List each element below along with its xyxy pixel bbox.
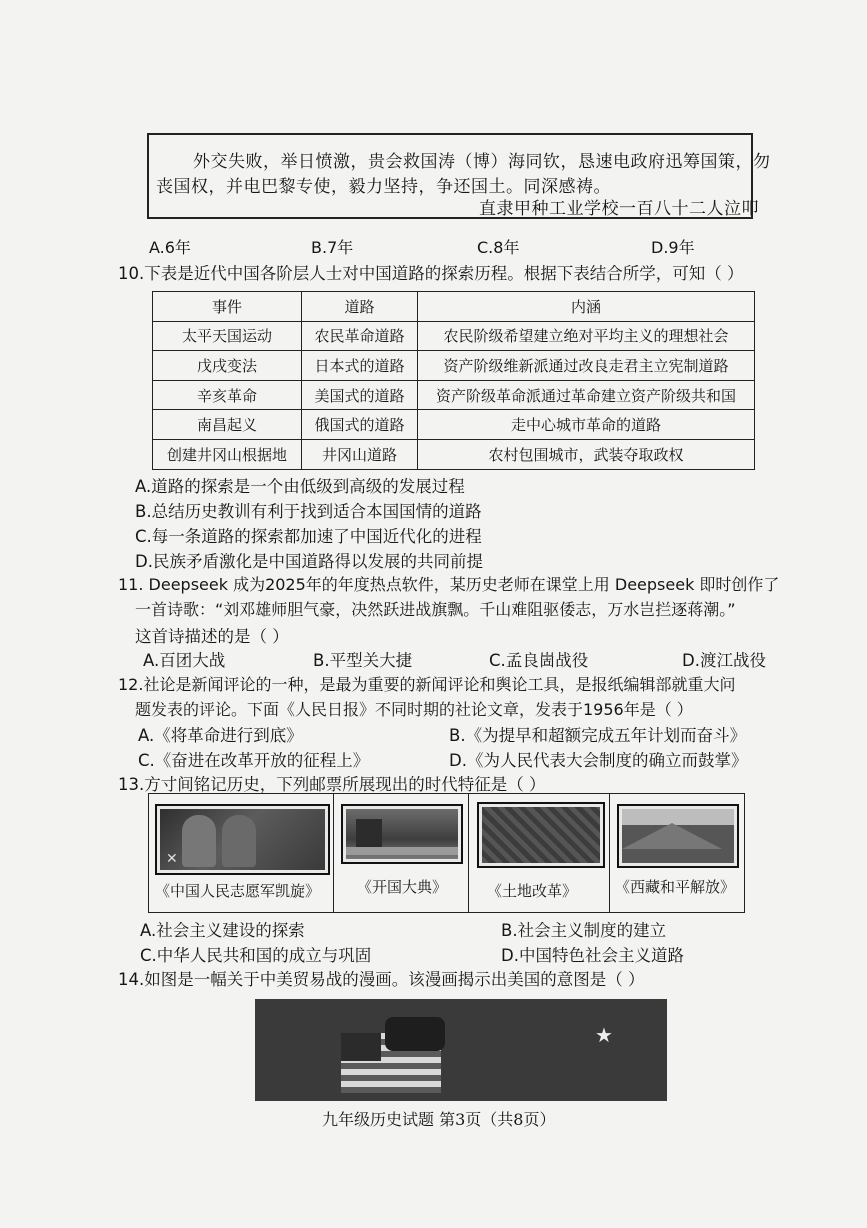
table-cell: 创建井冈山根据地 [153,439,302,469]
trade-war-cartoon-image: ★ [255,999,667,1101]
divider [609,794,610,912]
table-cell: 俄国式的道路 [302,410,418,440]
q13-option-d: D.中国特色社会主义道路 [501,946,684,965]
q10-option-a: A.道路的探索是一个由低级到高级的发展过程 [135,477,465,496]
table-header-row [153,292,755,322]
table-cell: 资产阶级维新派通过改良走君主立宪制道路 [418,351,755,381]
q14-stem: 14.如图是一幅关于中美贸易战的漫画。该漫画揭示出美国的意图是（ ） [118,970,645,989]
divider [333,794,334,912]
table-cell: 农民阶级希望建立绝对平均主义的理想社会 [418,321,755,351]
table-cell: 走中心城市革命的道路 [418,410,755,440]
stamp-tibet-liberation-image [617,804,739,868]
q11-line-2: 一首诗歌：“刘邓雄师胆气豪，决然跃进战旗飘。千山难阻驱倭志，万水岂拦逐蒋潮。” [135,600,736,619]
q11-option-a: A.百团大战 [143,651,226,670]
q9-option-a: A.6年 [149,238,191,257]
divider [468,794,469,912]
q10-option-d: D.民族矛盾激化是中国道路得以发展的共同前提 [135,552,483,571]
q11-line-1: 11. Deepseek 成为2025年的年度热点软件，某历史老师在课堂上用 Deepseek 即时创作了 [118,575,780,594]
stamp-land-reform-image [477,802,605,868]
table-cell: 日本式的道路 [302,351,418,381]
table-row [153,380,755,410]
table-cell: 美国式的道路 [302,380,418,410]
q12-line-2: 题发表的评论。下面《人民日报》不同时期的社论文章，发表于1956年是（ ） [135,700,693,719]
q11-option-d: D.渡江战役 [682,651,766,670]
road-table [152,291,755,470]
q9-option-d: D.9年 [651,238,695,257]
quote-box [147,133,771,219]
q13-stem: 13.方寸间铭记历史，下列邮票所展现出的时代特征是（ ） [118,775,546,794]
table-row [153,351,755,381]
stamp-founding-ceremony-image [341,804,463,864]
q9-option-b: B.7年 [311,238,354,257]
table-row [153,439,755,469]
q9-option-c: C.8年 [477,238,520,257]
table-row [153,410,755,440]
q10-option-b: B.总结历史教训有利于找到适合本国国情的道路 [135,502,482,521]
table-cell: 资产阶级革命派通过革命建立资产阶级共和国 [418,380,755,410]
quote-line-1: 外交失败，举日愤激，贵会救国涛（博）海同钦，恳速电政府迅筹国策，勿 [193,152,771,172]
table-cell: 农民革命道路 [302,321,418,351]
q12-option-b: B.《为提早和超额完成五年计划而奋斗》 [449,726,747,745]
stamp-caption-3: 《土地改革》 [487,882,578,900]
q11-option-c: C.孟良崮战役 [489,651,589,670]
table-cell: 戊戌变法 [153,351,302,381]
q10-option-c: C.每一条道路的探索都加速了中国近代化的进程 [135,527,482,546]
quote-line-2: 丧国权，并电巴黎专使，毅力坚持，争还国土。同深感祷。 [156,177,611,197]
table-row [153,321,755,351]
q10-stem: 10.下表是近代中国各阶层人士对中国道路的探索历程。根据下表结合所学，可知（ ） [118,264,744,283]
q11-line-3: 这首诗描述的是（ ） [135,627,289,646]
q12-option-c: C.《奋进在改革开放的征程上》 [138,751,370,770]
q13-option-c: C.中华人民共和国的成立与巩固 [140,946,372,965]
stamp-volunteer-army-image: ✕ [155,804,330,875]
stamp-caption-1: 《中国人民志愿军凯旋》 [155,882,321,900]
q13-option-b: B.社会主义制度的建立 [501,921,667,940]
q12-option-d: D.《为人民代表大会制度的确立而鼓掌》 [449,751,748,770]
stamp-caption-4: 《西藏和平解放》 [615,878,736,896]
q11-option-b: B.平型关大捷 [313,651,413,670]
quote-signature: 直隶甲种工业学校一百八十二人泣叩 [479,199,759,219]
table-cell: 井冈山道路 [302,439,418,469]
q12-line-1: 12.社论是新闻评论的一种，是最为重要的新闻评论和舆论工具，是报纸编辑部就重大问 [118,675,736,694]
table-header: 内涵 [418,292,755,322]
stamp-panel [148,793,745,913]
stamp-caption-2: 《开国大典》 [357,878,448,896]
table-header: 道路 [302,292,418,322]
table-cell: 农村包围城市，武装夺取政权 [418,439,755,469]
page-footer: 九年级历史试题 第3页（共8页） [322,1110,556,1129]
table-cell: 太平天国运动 [153,321,302,351]
q13-option-a: A.社会主义建设的探索 [140,921,305,940]
table-cell: 南昌起义 [153,410,302,440]
table-cell: 辛亥革命 [153,380,302,410]
table-header: 事件 [153,292,302,322]
q12-option-a: A.《将革命进行到底》 [138,726,303,745]
